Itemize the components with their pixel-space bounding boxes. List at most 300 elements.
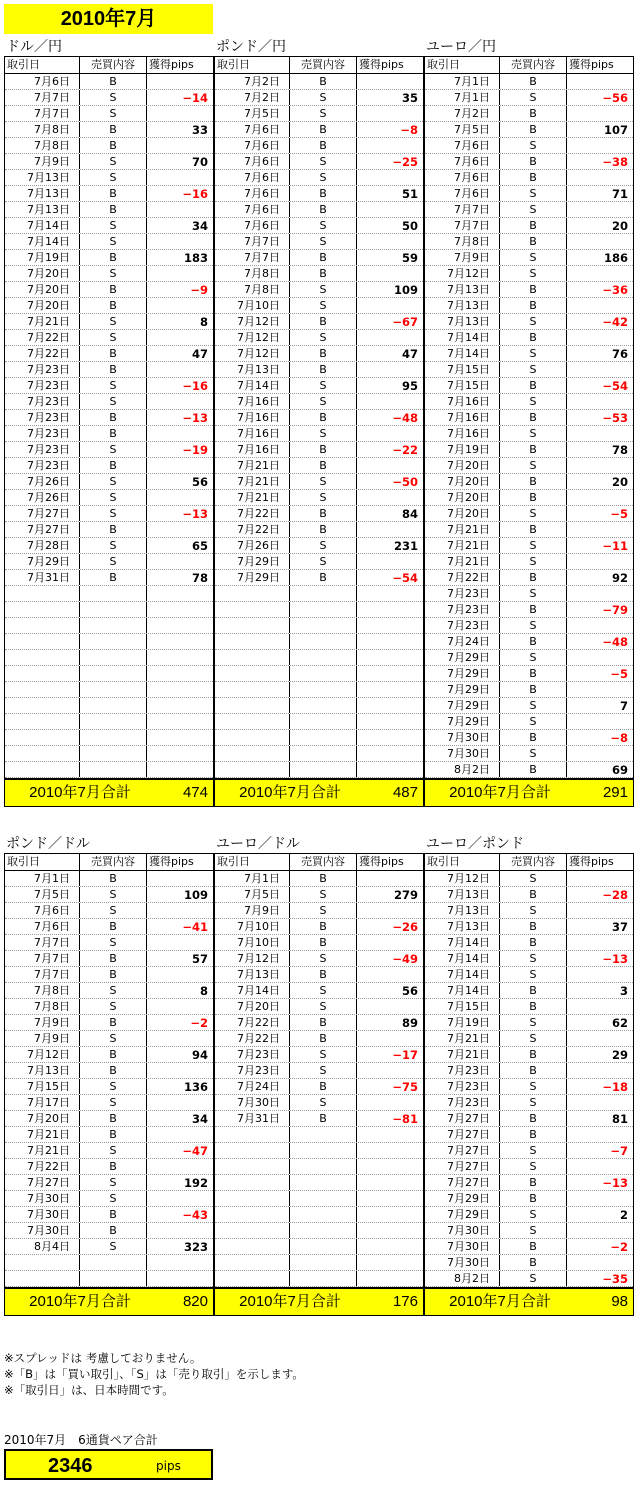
trade-pips [357, 730, 423, 745]
trade-pips: 94 [191, 1048, 208, 1062]
table-row [215, 887, 423, 903]
trade-date: 7月21日 [425, 1047, 500, 1062]
trade-pips [147, 967, 213, 982]
trade-side: B [500, 74, 567, 89]
trade-pips: 51 [401, 187, 418, 201]
pair-table-section [4, 835, 214, 1316]
trade-date: 7月8日 [5, 999, 80, 1014]
trade-pips [567, 1191, 633, 1206]
trade-side [80, 746, 147, 761]
trade-pips [357, 266, 423, 281]
trade-pips: 95 [401, 379, 418, 393]
trade-pips: 37 [611, 920, 628, 934]
trade-side: B [290, 122, 357, 137]
column-header: 獲得pips [359, 855, 404, 868]
table-row [5, 919, 213, 935]
trade-date: 7月22日 [215, 1031, 290, 1046]
table-row [215, 762, 423, 778]
table-row [5, 570, 213, 586]
trade-date [215, 1271, 290, 1286]
table-row [215, 730, 423, 746]
trade-date: 7月6日 [215, 138, 290, 153]
trade-date: 7月13日 [215, 362, 290, 377]
table-row [5, 474, 213, 490]
trade-date: 7月8日 [215, 282, 290, 297]
trade-pips: 192 [183, 1176, 208, 1190]
trade-pips [147, 746, 213, 761]
trade-side: S [80, 903, 147, 918]
trade-side: S [290, 170, 357, 185]
table-row [215, 154, 423, 170]
trade-pips [147, 714, 213, 729]
trade-side: S [500, 1271, 567, 1286]
trade-pips [357, 1143, 423, 1158]
trade-date: 7月23日 [425, 1079, 500, 1094]
table-row [425, 106, 633, 122]
trade-pips [357, 1271, 423, 1286]
trade-pips [567, 618, 633, 633]
trade-side: B [500, 682, 567, 697]
trade-date [5, 682, 80, 697]
trade-side: B [80, 346, 147, 361]
trade-pips: 62 [611, 1016, 628, 1030]
trade-pips [147, 74, 213, 89]
trade-side: B [290, 410, 357, 425]
table-row [215, 314, 423, 330]
trade-date [215, 1159, 290, 1174]
trade-date [5, 730, 80, 745]
table-row [5, 138, 213, 154]
trade-date: 7月12日 [5, 1047, 80, 1062]
pair-table [424, 56, 634, 807]
trade-date [5, 618, 80, 633]
table-row [215, 106, 423, 122]
table-row [5, 298, 213, 314]
trade-side [290, 1143, 357, 1158]
trade-side: B [500, 999, 567, 1014]
table-row [425, 442, 633, 458]
table-row [215, 1079, 423, 1095]
table-row [425, 362, 633, 378]
table-row [215, 1207, 423, 1223]
trade-pips [147, 202, 213, 217]
trade-pips: 109 [393, 283, 418, 297]
trade-date: 7月14日 [425, 967, 500, 982]
trade-pips [147, 170, 213, 185]
grand-total-box [4, 1449, 213, 1480]
trade-pips [147, 554, 213, 569]
trade-side [290, 1127, 357, 1142]
table-row [425, 1015, 633, 1031]
trade-side: S [290, 903, 357, 918]
trade-side: S [500, 1159, 567, 1174]
trade-pips [147, 935, 213, 950]
trade-date [5, 666, 80, 681]
trade-pips [567, 554, 633, 569]
table-row [425, 154, 633, 170]
trade-date [215, 1175, 290, 1190]
trade-side [290, 1175, 357, 1190]
trade-pips: 89 [401, 1016, 418, 1030]
trade-date: 7月31日 [215, 1111, 290, 1126]
trade-date: 7月7日 [5, 935, 80, 950]
trade-date: 7月30日 [425, 1255, 500, 1270]
table-row [425, 538, 633, 554]
table-row [5, 1127, 213, 1143]
trade-side: S [290, 106, 357, 121]
table-row [5, 714, 213, 730]
trade-side [290, 762, 357, 777]
trade-date [215, 1143, 290, 1158]
trade-date: 7月20日 [425, 474, 500, 489]
tables-row-bottom [4, 835, 634, 1316]
trade-date: 7月21日 [5, 314, 80, 329]
trade-side [290, 1271, 357, 1286]
trade-date: 7月12日 [425, 266, 500, 281]
trade-pips [147, 362, 213, 377]
trade-date: 7月16日 [215, 442, 290, 457]
trade-date: 7月9日 [215, 903, 290, 918]
trade-pips: 56 [191, 475, 208, 489]
trade-date [215, 762, 290, 777]
trade-date: 7月13日 [5, 186, 80, 201]
table-row [5, 935, 213, 951]
table-row [215, 1111, 423, 1127]
table-row [5, 538, 213, 554]
trade-date: 7月29日 [425, 1207, 500, 1222]
trade-date: 7月7日 [5, 90, 80, 105]
trade-side: S [500, 1015, 567, 1030]
trade-side [290, 1159, 357, 1174]
trade-date: 7月7日 [425, 218, 500, 233]
table-row [425, 522, 633, 538]
table-row [425, 618, 633, 634]
trade-side: S [500, 650, 567, 665]
trade-side: B [500, 330, 567, 345]
trade-side: B [80, 426, 147, 441]
trade-pips: −26 [392, 920, 418, 934]
table-row [215, 1127, 423, 1143]
trade-date: 7月12日 [215, 951, 290, 966]
table-row [425, 634, 633, 650]
table-row [215, 378, 423, 394]
table-row [5, 1175, 213, 1191]
table-row [5, 1271, 213, 1287]
table-row [5, 887, 213, 903]
trade-side: B [290, 266, 357, 281]
trade-pips [147, 1127, 213, 1142]
trade-pips [567, 714, 633, 729]
table-row [5, 682, 213, 698]
trade-pips [357, 1031, 423, 1046]
trade-date: 7月2日 [215, 90, 290, 105]
trade-side: B [290, 1031, 357, 1046]
trade-pips: −53 [602, 411, 628, 425]
table-row [425, 426, 633, 442]
grand-total-value: 2346 [48, 1455, 93, 1477]
pair-total-value: 98 [611, 1293, 628, 1310]
trade-pips [357, 618, 423, 633]
trade-date: 7月22日 [215, 1015, 290, 1030]
trade-pips: −14 [182, 91, 208, 105]
trade-side: B [80, 282, 147, 297]
trade-side: S [290, 282, 357, 297]
trade-date: 7月22日 [5, 1159, 80, 1174]
trade-pips: −75 [392, 1080, 418, 1094]
trade-pips: −42 [602, 315, 628, 329]
trade-date: 7月30日 [215, 1095, 290, 1110]
table-header [5, 854, 213, 871]
trade-date: 7月8日 [425, 234, 500, 249]
trade-side: S [80, 490, 147, 505]
trade-pips: 231 [393, 539, 418, 553]
pair-total-value: 291 [602, 784, 628, 801]
table-row [215, 1015, 423, 1031]
trade-side: B [290, 967, 357, 982]
table-row [215, 74, 423, 90]
table-row [5, 186, 213, 202]
trade-date: 7月26日 [5, 490, 80, 505]
table-row [5, 602, 213, 618]
table-row [5, 1191, 213, 1207]
pair-name: ユーロ／ポンド [426, 836, 524, 852]
trade-date: 7月23日 [5, 458, 80, 473]
trade-date [5, 602, 80, 617]
table-row [215, 1223, 423, 1239]
trade-side: S [500, 506, 567, 521]
table-row [215, 122, 423, 138]
trade-pips [147, 1271, 213, 1286]
trade-side [80, 602, 147, 617]
trade-side: B [80, 871, 147, 886]
table-row [425, 1063, 633, 1079]
trade-pips [567, 170, 633, 185]
trade-side [290, 618, 357, 633]
trade-date: 7月29日 [425, 1191, 500, 1206]
trade-side: S [80, 1031, 147, 1046]
trade-date: 7月28日 [5, 538, 80, 553]
trade-date [215, 682, 290, 697]
trade-date [215, 586, 290, 601]
trade-pips [147, 490, 213, 505]
table-row [425, 919, 633, 935]
trade-side: B [500, 570, 567, 585]
trade-pips [147, 602, 213, 617]
trade-pips: −54 [602, 379, 628, 393]
trade-date: 7月20日 [425, 490, 500, 505]
trade-date: 7月14日 [425, 346, 500, 361]
trade-pips [567, 903, 633, 918]
pair-name: ドル／円 [6, 39, 62, 55]
trade-pips [147, 394, 213, 409]
trade-date: 7月1日 [215, 871, 290, 886]
table-row [5, 698, 213, 714]
table-row [215, 618, 423, 634]
trade-date: 7月27日 [425, 1127, 500, 1142]
trade-pips: 78 [191, 571, 208, 585]
table-row [5, 1063, 213, 1079]
trade-side: S [500, 1095, 567, 1110]
trade-date: 7月9日 [5, 154, 80, 169]
table-row [215, 1271, 423, 1287]
trade-side: S [290, 538, 357, 553]
trade-side [290, 1223, 357, 1238]
trade-pips [567, 202, 633, 217]
trade-date [215, 666, 290, 681]
trade-pips: −13 [182, 411, 208, 425]
trade-side: S [80, 154, 147, 169]
trade-date: 7月16日 [425, 426, 500, 441]
trade-side: S [290, 154, 357, 169]
trade-side: B [500, 410, 567, 425]
trade-pips: 186 [603, 251, 628, 265]
trade-date: 7月24日 [425, 634, 500, 649]
trade-side: B [500, 1175, 567, 1190]
table-row [425, 506, 633, 522]
table-header [425, 854, 633, 871]
trade-side: B [80, 1159, 147, 1174]
trade-pips [147, 1223, 213, 1238]
trade-date: 7月14日 [425, 330, 500, 345]
table-row [425, 266, 633, 282]
table-row [5, 234, 213, 250]
trade-date: 7月23日 [5, 362, 80, 377]
trade-date: 7月29日 [5, 554, 80, 569]
trade-pips [357, 602, 423, 617]
table-row [5, 618, 213, 634]
table-header [215, 854, 423, 871]
trade-pips [147, 762, 213, 777]
table-row [5, 1255, 213, 1271]
trade-pips [357, 298, 423, 313]
pair-total-bar [425, 778, 633, 806]
table-row [425, 298, 633, 314]
trade-pips [567, 74, 633, 89]
trade-pips [567, 298, 633, 313]
trade-date: 7月24日 [215, 1079, 290, 1094]
trade-side: B [500, 634, 567, 649]
trade-date: 7月14日 [215, 378, 290, 393]
trade-date: 7月23日 [425, 586, 500, 601]
trade-pips [567, 1255, 633, 1270]
trade-date: 7月16日 [425, 394, 500, 409]
table-row [5, 1143, 213, 1159]
pair-total-value: 487 [392, 784, 418, 801]
trade-side: S [290, 999, 357, 1014]
trade-pips [567, 967, 633, 982]
trade-side: S [290, 887, 357, 902]
table-row [425, 650, 633, 666]
trade-side: S [290, 378, 357, 393]
trade-side: S [500, 90, 567, 105]
table-row [425, 903, 633, 919]
table-header [5, 57, 213, 74]
trade-date: 7月23日 [5, 426, 80, 441]
trade-pips [357, 1191, 423, 1206]
trade-date: 7月14日 [425, 951, 500, 966]
trade-side: B [500, 282, 567, 297]
table-row [215, 1031, 423, 1047]
trade-date: 7月5日 [215, 106, 290, 121]
trade-side: S [500, 714, 567, 729]
trade-side: S [80, 234, 147, 249]
trade-pips: −17 [392, 1048, 418, 1062]
trade-pips [357, 634, 423, 649]
table-row [5, 394, 213, 410]
trade-date: 7月30日 [5, 1223, 80, 1238]
trade-side: S [290, 394, 357, 409]
trade-pips: −54 [392, 571, 418, 585]
trade-date: 7月22日 [425, 570, 500, 585]
table-row [215, 186, 423, 202]
trade-pips [357, 330, 423, 345]
trade-pips [567, 682, 633, 697]
trade-pips [147, 698, 213, 713]
table-row [425, 250, 633, 266]
trade-pips [357, 967, 423, 982]
note-spread: ※スプレッドは 考慮しておりません。 [4, 1351, 202, 1365]
trade-pips: 20 [611, 475, 628, 489]
table-row [5, 1079, 213, 1095]
trade-pips [147, 426, 213, 441]
table-row [215, 746, 423, 762]
trade-date: 7月1日 [5, 871, 80, 886]
trade-pips [357, 1175, 423, 1190]
table-row [425, 871, 633, 887]
pair-table [4, 56, 214, 807]
trade-pips: 33 [191, 123, 208, 137]
trade-side: B [290, 935, 357, 950]
trade-date: 7月23日 [425, 1063, 500, 1078]
trade-side: S [80, 330, 147, 345]
trade-date: 7月6日 [215, 218, 290, 233]
trade-date: 7月29日 [425, 666, 500, 681]
column-header: 獲得pips [569, 855, 614, 868]
trade-pips [147, 1255, 213, 1270]
trade-side: S [80, 314, 147, 329]
column-header: 売買内容 [290, 854, 357, 870]
trade-pips [567, 330, 633, 345]
trade-date: 7月8日 [215, 266, 290, 281]
table-row [5, 170, 213, 186]
trade-side [80, 762, 147, 777]
trade-side: B [500, 490, 567, 505]
trade-pips [147, 1031, 213, 1046]
table-row [5, 282, 213, 298]
grand-total-unit: pips [156, 1459, 181, 1473]
trade-pips: −7 [610, 1144, 628, 1158]
trade-side: S [500, 618, 567, 633]
pair-total-bar [5, 1287, 213, 1315]
trade-date [215, 1191, 290, 1206]
trade-pips: 183 [183, 251, 208, 265]
trade-side: B [80, 298, 147, 313]
trade-date: 7月6日 [215, 122, 290, 137]
trade-side: S [80, 1239, 147, 1254]
trade-date: 7月30日 [425, 1223, 500, 1238]
trade-date: 7月21日 [5, 1127, 80, 1142]
trade-date: 7月21日 [215, 490, 290, 505]
trade-date [215, 1207, 290, 1222]
trade-side: B [80, 967, 147, 982]
pair-total-bar [5, 778, 213, 806]
trade-date: 7月6日 [425, 154, 500, 169]
trade-date [215, 1223, 290, 1238]
trade-side: B [290, 74, 357, 89]
table-row [215, 538, 423, 554]
column-header: 獲得pips [149, 58, 194, 71]
trade-date [5, 634, 80, 649]
